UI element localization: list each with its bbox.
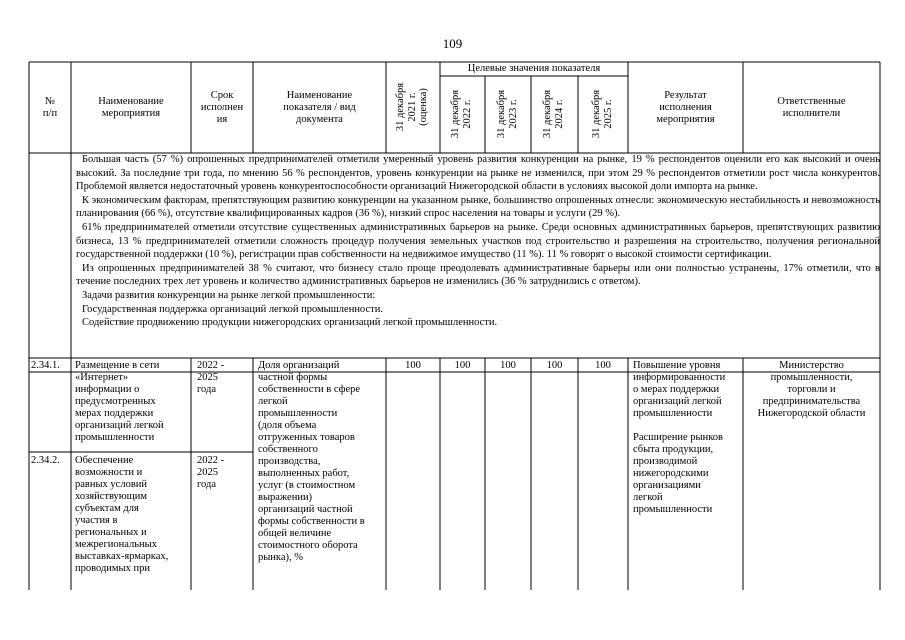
header-term: Срок исполнен ия <box>200 89 244 125</box>
paragraph: Содействие продвижению продукции нижегородских организаций легкой промышленности. <box>82 317 498 329</box>
header-2021: 31 декабря 2021 г. (оценка) <box>395 82 429 132</box>
paragraph: Из опрошенных предпринимателей 38 % считают, что бизнесу стало проще преодолевать административные барьеры или они полностью устранены, 17% отметили, что в течение последних трех лет уровень и количество административных барьеров не изменились (36 % затруднились с ответом). <box>76 262 880 288</box>
row-num: 2.34.1. <box>31 360 60 371</box>
paragraph: Большая часть (57 %) опрошенных предпринимателей отметили умеренный уровень развития конкуренции на рынке, 19 % респондентов оценили его как высокий и очень высокий. За последние три года, по мнению 56 % респондентов, уровень конкуренции на рынке не изменился, при этом 29 % респондентов отметили рост числа конкурентов. Проблемой является недостаточный уровень конкурентоспособности организаций Нижегородской области в условиях высокой доли импорта на рынке. <box>76 154 880 193</box>
header-2022: 31 декабря 2022 г. <box>450 89 473 139</box>
indicator-cell: Доля организаций частной формы собственности в сфере легкой промышленности (доля объема отгруженных товаров собственного производства, выполненных работ, услуг (в стоимостном выражении) организаций частной формы собственности в общей величине стоимостного оборота рынка), % <box>258 360 365 563</box>
paragraph: К экономическим факторам, препятствующим развитию конкуренции на указанном рынке, большинство опрошенных отнесли: экономическую нестабильность и невозможность планирования (66 %), отсутствие квалифицированных кадров (36 %), низкий спрос населения на товары и услуги (29 %). <box>76 194 880 220</box>
header-targets-group: Целевые значения показателя <box>467 63 601 74</box>
value-2022: 100 <box>454 360 471 371</box>
row-term: 2022 - 2025 года <box>197 360 225 395</box>
header-responsible: Ответственные исполнители <box>777 95 846 119</box>
value-2023: 100 <box>500 360 516 371</box>
value-2024: 100 <box>546 360 563 371</box>
value-2021: 100 <box>405 360 421 371</box>
header-2023: 31 декабря 2023 г. <box>496 89 519 139</box>
row-activity: Размещение в сети «Интернет» информации о предусмотренных мерах поддержки организаций легкой промышленности <box>75 360 164 443</box>
paragraph: Задачи развития конкуренции на рынке легкой промышленности: <box>82 289 376 301</box>
header-2024: 31 декабря 2024 г. <box>542 89 565 139</box>
row-num: 2.34.2. <box>31 455 60 466</box>
paragraph: 61% предпринимателей отметили отсутствие существенных административных барьеров на рынке. Среди основных административных барьеров, препятствующих развитию бизнеса, 13 % предпринимателей отметили сложность процедур получения земельных участков под строительство и разрешения на строительство, получения региональной государственной поддержки (10 %), регистрации прав собственности на недвижимое имущество (11 %). 11 % говорят о высокой стоимости сертификации. <box>76 221 880 261</box>
page-number: 109 <box>442 36 463 51</box>
row-term: 2022 - 2025 года <box>197 455 225 490</box>
value-2025: 100 <box>595 360 611 371</box>
responsible-cell: Министерство промышленности, торговли и предпринимательства Нижегородской области <box>757 360 866 419</box>
row-activity: Обеспечение возможности и равных условий хозяйствующим субъектам для участия в региональных и межрегиональных выставках-ярмарках, проводимых при <box>75 455 169 574</box>
header-result: Результат исполнения мероприятия <box>656 89 715 125</box>
header-2025: 31 декабря 2025 г. <box>591 89 614 139</box>
header-indicator: Наименование показателя / вид документа <box>283 89 356 125</box>
paragraph: Государственная поддержка организаций легкой промышленности. <box>82 303 383 315</box>
result-cell: Повышение уровня информированности о мерах поддержки организаций легкой промышленности Расширение рынков сбыта продукции, производимой нижегородскими организациями легкой промышленности <box>633 360 726 515</box>
market-analysis-text <box>76 153 880 357</box>
header-num: № п/п <box>42 95 58 119</box>
header-activity: Наименование мероприятия <box>98 95 164 119</box>
